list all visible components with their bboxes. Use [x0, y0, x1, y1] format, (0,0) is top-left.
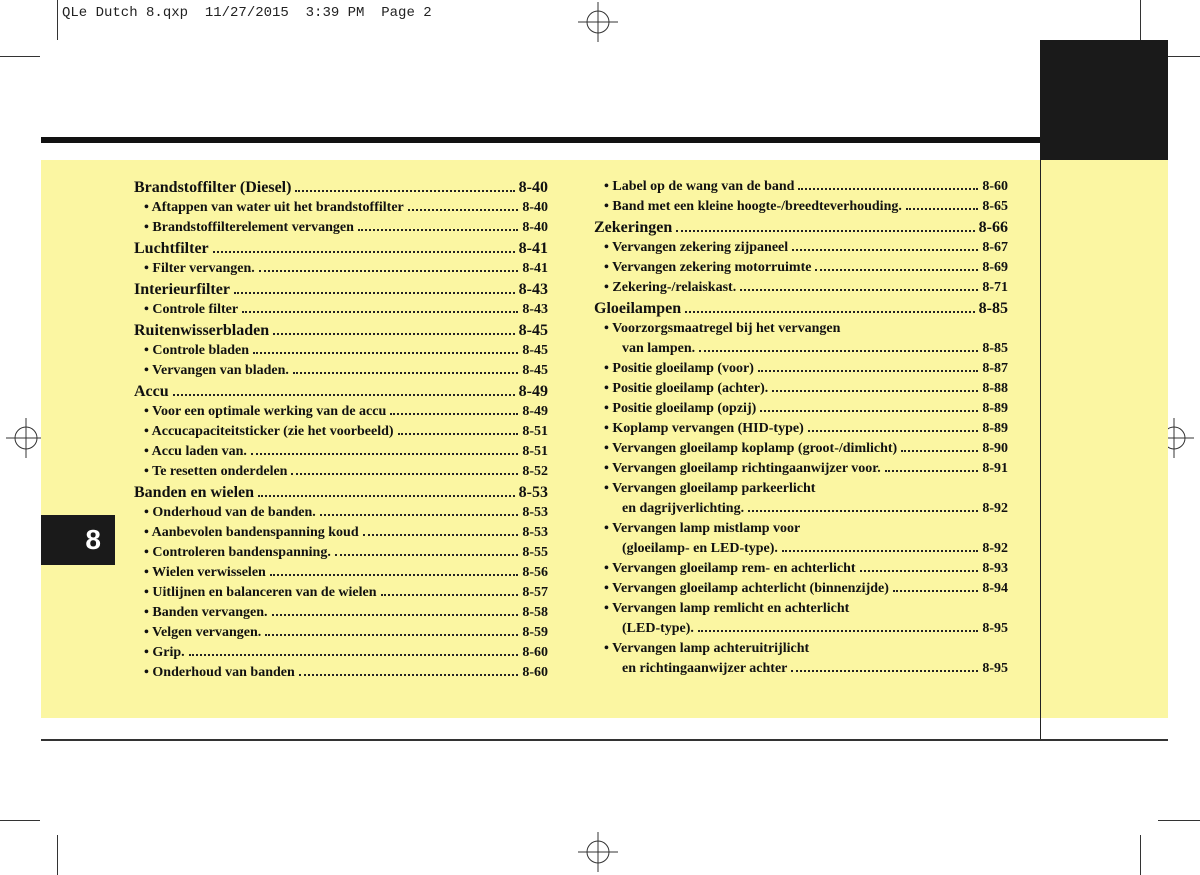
toc-page-number: 8-85 [978, 300, 1008, 317]
toc-entry [594, 258, 1008, 278]
toc-entry [594, 399, 1008, 419]
toc-entry [594, 177, 1008, 197]
toc-page-number: 8-51 [522, 444, 548, 459]
toc-entry-title: • Positie gloeilamp (achter). [604, 381, 769, 396]
toc-page-number: 8-55 [522, 545, 548, 560]
toc-entry [134, 218, 548, 238]
toc-entry-title: Banden en wielen [134, 484, 255, 501]
toc-entry: • Vervangen lamp mistlamp voor [604, 521, 801, 536]
toc-page-number: 8-56 [522, 565, 548, 580]
toc-entry: • Vervangen lamp remlicht en achterlicht [604, 601, 850, 616]
toc-page-number: 8-45 [522, 363, 548, 378]
toc-entry [134, 563, 548, 583]
toc-page-number: 8-95 [982, 621, 1008, 636]
toc-entry [594, 238, 1008, 258]
print-slug: QLe Dutch 8.qxp 11/27/2015 3:39 PM Page 2 [62, 5, 432, 21]
toc-entry: • Vervangen gloeilamp parkeerlicht [604, 481, 816, 496]
dot-leader [253, 352, 518, 354]
header-rule [41, 137, 1168, 143]
dot-leader [189, 654, 519, 656]
toc-left-column [134, 177, 548, 683]
dot-leader [740, 289, 978, 291]
toc-page-number: 8-59 [522, 625, 548, 640]
dot-leader [685, 311, 975, 313]
toc-page-number: 8-53 [518, 484, 548, 501]
crop-mark [57, 835, 58, 875]
toc-page-number: 8-52 [522, 464, 548, 479]
toc-entry [134, 643, 548, 663]
toc-page-number: 8-89 [982, 401, 1008, 416]
toc-entry [594, 339, 1008, 359]
dot-leader [270, 574, 519, 576]
toc-entry [134, 623, 548, 643]
dot-leader [808, 430, 979, 432]
toc-entry-title: • Accu laden van. [144, 444, 247, 459]
dot-leader [295, 190, 514, 192]
toc-entry: • Voorzorgsmaatregel bij het vervangen [604, 321, 841, 336]
toc-entry-title: Zekeringen [594, 219, 673, 236]
dot-leader [173, 394, 515, 396]
dot-leader [381, 594, 519, 596]
crop-mark [0, 56, 40, 57]
toc-entry-title: en richtingaanwijzer achter [622, 661, 788, 676]
toc-entry [594, 539, 1008, 559]
dot-leader [901, 450, 978, 452]
dot-leader [906, 208, 978, 210]
dot-leader [265, 634, 518, 636]
toc-page-number: 8-67 [982, 240, 1008, 255]
toc-heading [594, 217, 1008, 238]
dot-leader [760, 410, 978, 412]
toc-entry-title: • Filter vervangen. [144, 261, 255, 276]
toc-entry [134, 503, 548, 523]
toc-entry-title: • Vervangen gloeilamp richtingaanwijzer voor. [604, 461, 881, 476]
toc-entry-title: • Voor een optimale werking van de accu [144, 404, 387, 419]
toc-entry-title: • Label op de wang van de band [604, 179, 795, 194]
toc-entry [134, 300, 548, 320]
toc-page-number: 8-60 [982, 179, 1008, 194]
toc-entry-title: • Wielen verwisselen [144, 565, 266, 580]
toc-entry [594, 197, 1008, 217]
toc-entry-title: • Vervangen gloeilamp achterlicht (binnenzijde) [604, 581, 889, 596]
toc-page-number: 8-91 [982, 461, 1008, 476]
toc-page-number: 8-51 [522, 424, 548, 439]
dot-leader [398, 433, 519, 435]
toc-page-number: 8-95 [982, 661, 1008, 676]
chapter-number-tab: 8 [41, 515, 115, 565]
dot-leader [320, 514, 519, 516]
dot-leader [798, 188, 978, 190]
toc-page-number: 8-58 [522, 605, 548, 620]
toc-entry-title: • Band met een kleine hoogte-/breedteverhouding. [604, 199, 902, 214]
toc-entry-title: • Controle bladen [144, 343, 249, 358]
toc-page-number: 8-49 [518, 383, 548, 400]
dot-leader [293, 372, 518, 374]
dot-leader [234, 292, 515, 294]
dot-leader [758, 370, 978, 372]
toc-entry [134, 523, 548, 543]
toc-entry [594, 379, 1008, 399]
toc-entry-title: • Positie gloeilamp (opzij) [604, 401, 757, 416]
toc-heading [134, 238, 548, 259]
dot-leader [259, 270, 519, 272]
toc-entry-title: • Onderhoud van banden [144, 665, 295, 680]
toc-entry [134, 543, 548, 563]
dot-leader [699, 350, 978, 352]
dot-leader [291, 473, 518, 475]
toc-page-number: 8-40 [522, 220, 548, 235]
dot-leader [772, 390, 978, 392]
crop-mark [57, 0, 58, 40]
toc-entry-title: Gloeilampen [594, 300, 682, 317]
toc-entry [134, 442, 548, 462]
toc-page-number: 8-53 [522, 525, 548, 540]
toc-page-number: 8-60 [522, 645, 548, 660]
dot-leader [390, 413, 518, 415]
toc-entry [594, 419, 1008, 439]
toc-entry [594, 559, 1008, 579]
toc-page-number: 8-41 [522, 261, 548, 276]
toc-entry-title: • Positie gloeilamp (voor) [604, 361, 754, 376]
toc-page-number: 8-89 [982, 421, 1008, 436]
toc-page-number: 8-41 [518, 240, 548, 257]
toc-page-number: 8-40 [518, 179, 548, 196]
toc-heading [134, 482, 548, 503]
dot-leader [782, 550, 978, 552]
toc-entry-title: van lampen. [622, 341, 696, 356]
toc-entry-title: Ruitenwisserbladen [134, 322, 270, 339]
toc-page-number: 8-93 [982, 561, 1008, 576]
toc-entry [134, 422, 548, 442]
toc-page-number: 8-65 [982, 199, 1008, 214]
toc-entry-title: (gloeilamp- en LED-type). [622, 541, 778, 556]
toc-entry-title: Accu [134, 383, 169, 400]
toc-entry-title: • Accucapaciteitsticker (zie het voorbeeld) [144, 424, 394, 439]
panel-divider [1040, 160, 1041, 740]
toc-heading [134, 279, 548, 300]
toc-entry-title: • Grip. [144, 645, 185, 660]
toc-entry [594, 359, 1008, 379]
dot-leader [358, 229, 518, 231]
toc-entry-title: • Vervangen zekering motorruimte [604, 260, 812, 275]
toc-entry-title: • Onderhoud van de banden. [144, 505, 316, 520]
dot-leader [792, 249, 978, 251]
toc-entry [134, 341, 548, 361]
section-tab-block [1040, 40, 1168, 160]
crop-mark [1140, 835, 1141, 875]
toc-page-number: 8-43 [518, 281, 548, 298]
toc-page-number: 8-60 [522, 665, 548, 680]
dot-leader [213, 251, 515, 253]
toc-entry [134, 198, 548, 218]
toc-page-number: 8-45 [518, 322, 548, 339]
crop-mark [0, 820, 40, 821]
toc-page-number: 8-45 [522, 343, 548, 358]
dot-leader [408, 209, 519, 211]
dot-leader [893, 590, 978, 592]
registration-mark-icon [6, 418, 46, 458]
toc-entry-title: • Koplamp vervangen (HID-type) [604, 421, 804, 436]
dot-leader [791, 670, 978, 672]
toc-entry [594, 659, 1008, 679]
toc-page-number: 8-92 [982, 501, 1008, 516]
toc-entry [134, 663, 548, 683]
toc-entry-title: • Zekering-/relaiskast. [604, 280, 737, 295]
toc-heading [134, 381, 548, 402]
toc-entry-title: • Aanbevolen bandenspanning koud [144, 525, 359, 540]
toc-heading [134, 320, 548, 341]
toc-page-number: 8-69 [982, 260, 1008, 275]
registration-mark-icon [578, 2, 618, 42]
toc-page-number: 8-87 [982, 361, 1008, 376]
toc-entry-title: (LED-type). [622, 621, 694, 636]
toc-entry [134, 402, 548, 422]
dot-leader [272, 614, 519, 616]
toc-entry-title: en dagrijverlichting. [622, 501, 745, 516]
crop-mark [1158, 820, 1200, 821]
toc-page-number: 8-71 [982, 280, 1008, 295]
dot-leader [885, 470, 979, 472]
dot-leader [363, 534, 519, 536]
toc-entry-title: • Controleren bandenspanning. [144, 545, 331, 560]
toc-entry-title: • Vervangen gloeilamp koplamp (groot-/dimlicht) [604, 441, 898, 456]
toc-page-number: 8-49 [522, 404, 548, 419]
toc-page-number: 8-40 [522, 200, 548, 215]
dot-leader [698, 630, 978, 632]
toc-entry-title: • Banden vervangen. [144, 605, 268, 620]
toc-entry-title: Interieurfilter [134, 281, 230, 298]
toc-heading [134, 177, 548, 198]
toc-entry-title: • Te resetten onderdelen [144, 464, 288, 479]
toc-entry-title: • Brandstoffilterelement vervangen [144, 220, 354, 235]
toc-entry-title: • Controle filter [144, 302, 239, 317]
toc-page-number: 8-57 [522, 585, 548, 600]
toc-page-number: 8-92 [982, 541, 1008, 556]
toc-page-number: 8-53 [522, 505, 548, 520]
toc-entry [594, 619, 1008, 639]
toc-entry [594, 278, 1008, 298]
dot-leader [242, 311, 518, 313]
dot-leader [335, 554, 519, 556]
toc-entry [134, 583, 548, 603]
toc-entry-title: Brandstoffilter (Diesel) [134, 179, 292, 196]
toc-heading [594, 298, 1008, 319]
toc-page-number: 8-88 [982, 381, 1008, 396]
dot-leader [258, 495, 515, 497]
toc-entry-title: • Velgen vervangen. [144, 625, 262, 640]
toc-entry-title: • Vervangen gloeilamp rem- en achterlicht [604, 561, 856, 576]
toc-entry [134, 462, 548, 482]
footer-rule [41, 739, 1168, 741]
toc-entry-title: • Uitlijnen en balanceren van de wielen [144, 585, 377, 600]
crop-mark [1140, 0, 1141, 40]
toc-entry-title: • Aftappen van water uit het brandstoffilter [144, 200, 404, 215]
toc-entry [594, 579, 1008, 599]
toc-entry [594, 459, 1008, 479]
toc-entry-title: • Vervangen van bladen. [144, 363, 289, 378]
toc-entry [594, 499, 1008, 519]
dot-leader [748, 510, 978, 512]
toc-entry-title: Luchtfilter [134, 240, 209, 257]
dot-leader [676, 230, 974, 232]
dot-leader [251, 453, 518, 455]
toc-right-column [594, 177, 1008, 679]
dot-leader [815, 269, 978, 271]
toc-entry [134, 603, 548, 623]
toc-entry [134, 361, 548, 381]
toc-page-number: 8-94 [982, 581, 1008, 596]
toc-entry: • Vervangen lamp achteruitrijlicht [604, 641, 810, 656]
dot-leader [273, 333, 515, 335]
toc-entry-title: • Vervangen zekering zijpaneel [604, 240, 789, 255]
toc-entry [594, 439, 1008, 459]
toc-page-number: 8-66 [978, 219, 1008, 236]
toc-page-number: 8-43 [522, 302, 548, 317]
dot-leader [299, 674, 519, 676]
registration-mark-icon [578, 832, 618, 872]
toc-page-number: 8-85 [982, 341, 1008, 356]
toc-page-number: 8-90 [982, 441, 1008, 456]
dot-leader [860, 570, 979, 572]
toc-entry [134, 259, 548, 279]
